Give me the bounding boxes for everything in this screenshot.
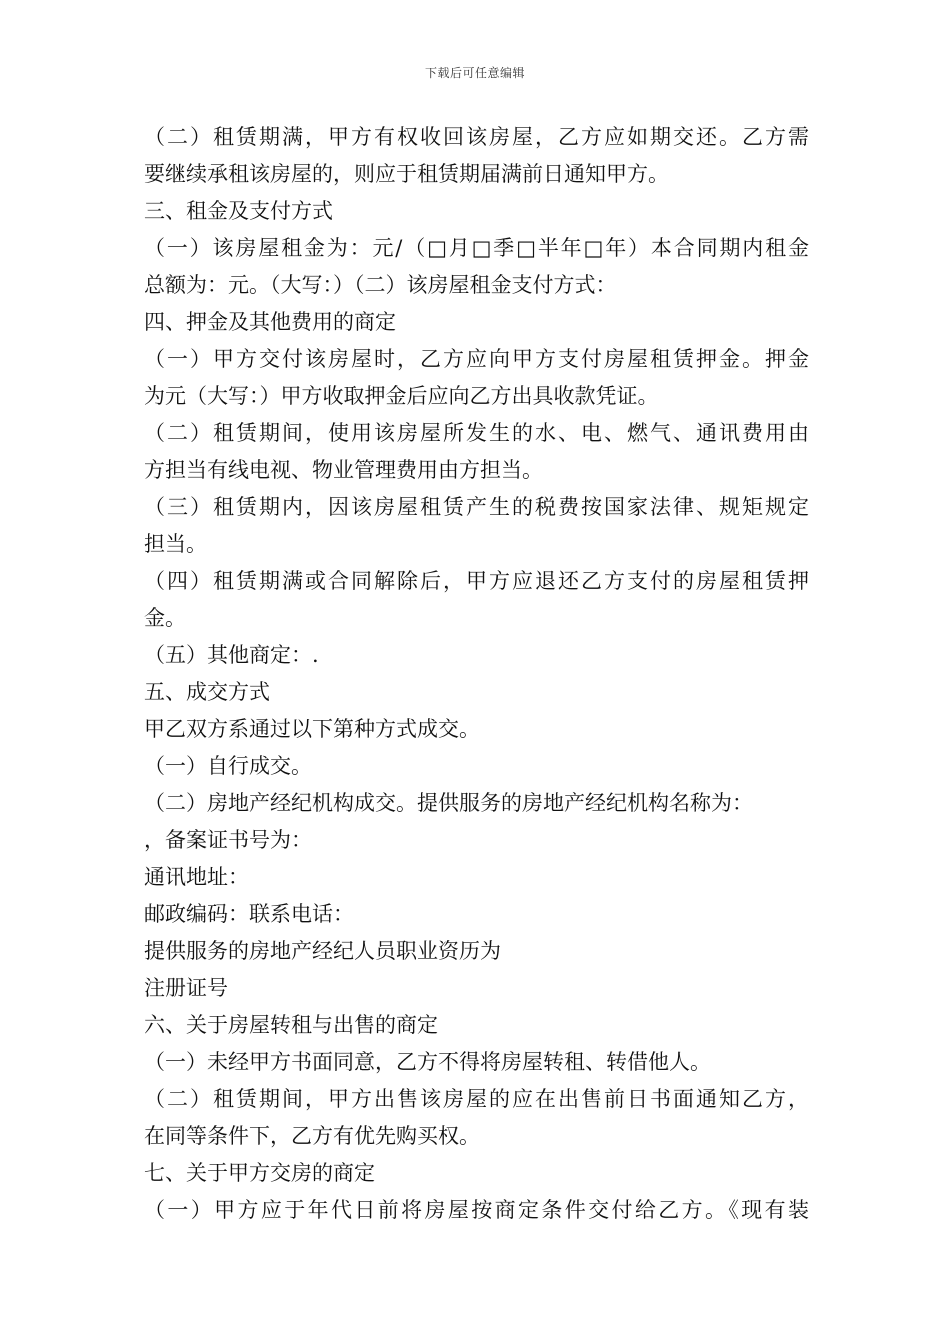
text-line: 甲乙双方系通过以下第种方式成交。 (144, 717, 480, 741)
text-line: 金。 (144, 606, 186, 630)
text-line: 注册证号 (144, 976, 228, 1000)
section-heading: 四、押金及其他费用的商定 (144, 310, 396, 334)
text-line: （一）未经甲方书面同意，乙方不得将房屋转租、转借他人。 (144, 1050, 711, 1074)
text-line: （一）甲方应于年代日前将房屋按商定条件交付给乙方。《现有装 (144, 1198, 809, 1222)
text-line: 邮政编码：联系电话： (144, 902, 354, 926)
text-line: 通讯地址： (144, 865, 249, 889)
text-line: （一）该房屋租金为：元/（□月□季□半年□年）本合同期内租金 (144, 236, 809, 260)
text-line: （二）房地产经纪机构成交。提供服务的房地产经纪机构名称为： (144, 791, 753, 815)
section-heading: 七、关于甲方交房的商定 (144, 1161, 375, 1185)
text-line: 担当。 (144, 532, 207, 556)
section-heading: 五、成交方式 (144, 680, 270, 704)
section-heading: 三、租金及支付方式 (144, 199, 333, 223)
text-line: （二）租赁期间，甲方出售该房屋的应在出售前日书面通知乙方， (144, 1087, 809, 1111)
text-line: 总额为：元。（大写：）（二）该房屋租金支付方式： (144, 273, 617, 297)
text-line: 要继续承租该房屋的，则应于租赁期届满前日通知甲方。 (144, 162, 669, 186)
text-line: 为元（大写：）甲方收取押金后应向乙方出具收款凭证。 (144, 384, 659, 408)
text-line: （二）租赁期间，使用该房屋所发生的水、电、燃气、通讯费用由 (144, 421, 809, 445)
document-body (144, 119, 809, 1229)
text-line: 在同等条件下，乙方有优先购买权。 (144, 1124, 480, 1148)
text-line: ，备案证书号为： (144, 828, 312, 852)
text-line: 提供服务的房地产经纪人员职业资历为 (144, 939, 501, 963)
text-line: （一）自行成交。 (144, 754, 312, 778)
text-line: （五）其他商定：. (144, 643, 319, 667)
text-line: （三）租赁期内，因该房屋租赁产生的税费按国家法律、规矩规定 (144, 495, 809, 519)
text-line: （二）租赁期满，甲方有权收回该房屋，乙方应如期交还。乙方需 (144, 125, 809, 149)
text-line: （一）甲方交付该房屋时，乙方应向甲方支付房屋租赁押金。押金 (144, 347, 809, 371)
text-line: （四）租赁期满或合同解除后，甲方应退还乙方支付的房屋租赁押 (144, 569, 809, 593)
text-line: 方担当有线电视、物业管理费用由方担当。 (144, 458, 543, 482)
page-header: 下载后可任意编辑 (424, 66, 525, 80)
section-heading: 六、关于房屋转租与出售的商定 (144, 1013, 438, 1037)
